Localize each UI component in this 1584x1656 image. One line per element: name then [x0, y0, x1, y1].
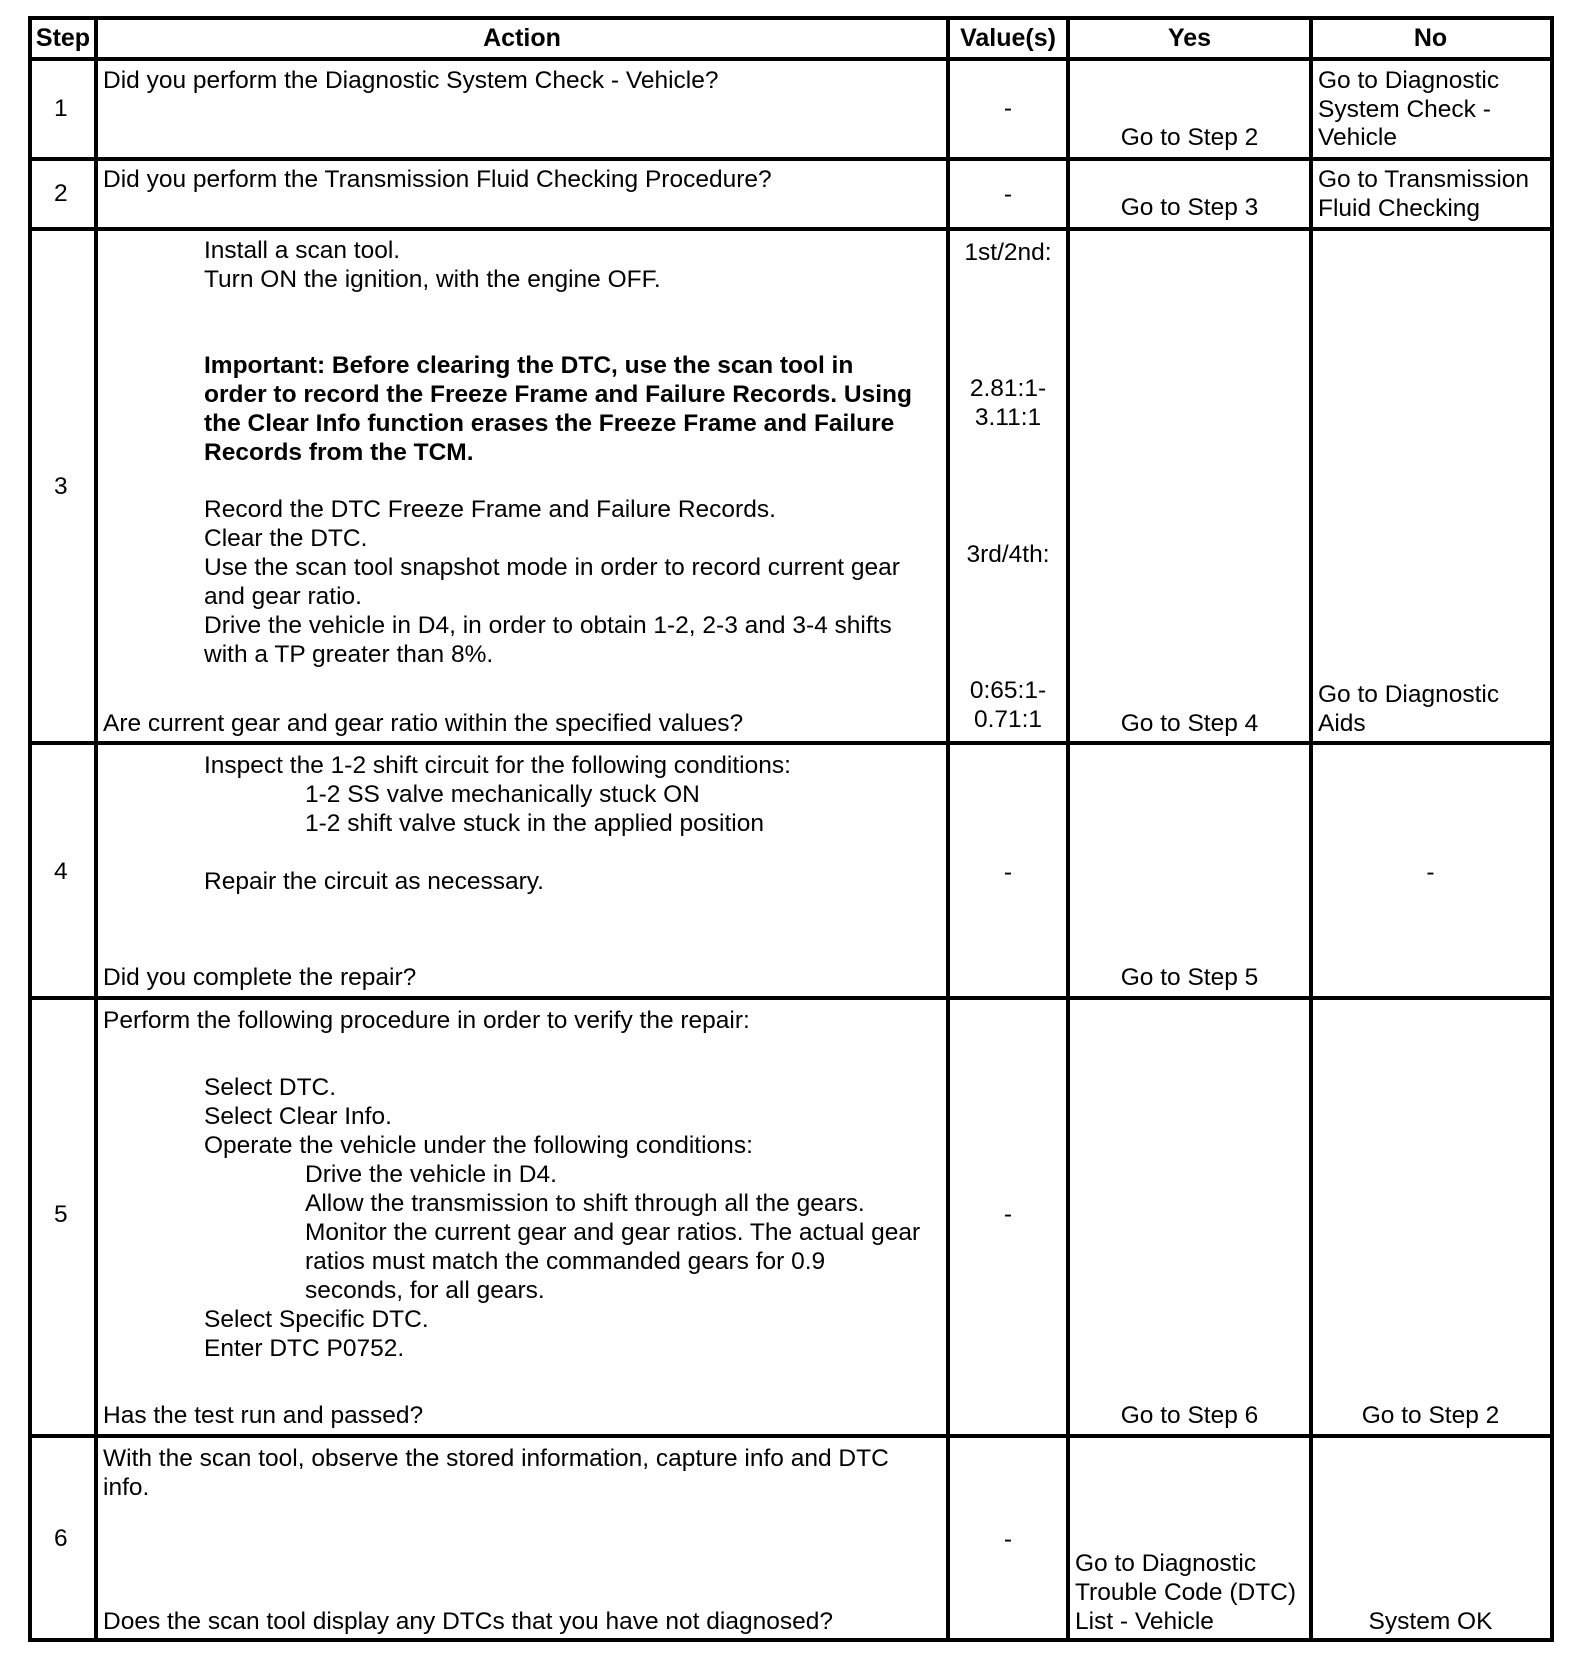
step-number: 2	[54, 180, 68, 207]
value-label: 1st/2nd:	[964, 239, 1052, 266]
action-line: Install a scan tool.	[204, 237, 401, 264]
action-line: Operate the vehicle under the following conditions:	[204, 1132, 753, 1159]
action-line: info.	[103, 1474, 150, 1501]
yes-result: Go to Step 6	[1120, 1402, 1259, 1429]
value-text: -	[1003, 859, 1013, 886]
action-question: Did you complete the repair?	[103, 964, 417, 991]
no-result: -	[1426, 859, 1435, 886]
yes-result: Go to Step 5	[1120, 964, 1259, 991]
row-border	[28, 16, 1554, 20]
important-note-line: Records from the TCM.	[204, 439, 474, 466]
header-values: Value(s)	[960, 23, 1056, 52]
action-subline: 1-2 SS valve mechanically stuck ON	[305, 781, 700, 808]
no-result: Go to Step 2	[1361, 1402, 1500, 1429]
column-border	[946, 16, 950, 1642]
row-border	[28, 741, 1554, 745]
action-subline: Drive the vehicle in D4.	[305, 1161, 557, 1188]
row-border	[28, 996, 1554, 1000]
important-note-line: the Clear Info function erases the Freeze Frame and Failure	[204, 410, 895, 437]
important-note-line: Important: Before clearing the DTC, use the scan tool in	[204, 352, 854, 379]
value-range: 2.81:1-	[969, 375, 1047, 402]
row-border	[28, 57, 1554, 61]
column-border	[28, 16, 32, 1642]
action-line: Record the DTC Freeze Frame and Failure Records.	[204, 496, 776, 523]
no-result-line: Aids	[1318, 710, 1366, 737]
yes-result: Go to Step 4	[1120, 710, 1259, 737]
row-border	[28, 1638, 1554, 1642]
value-text: -	[1003, 1526, 1013, 1553]
action-line: Select Clear Info.	[204, 1103, 392, 1130]
yes-result: Go to Step 3	[1120, 194, 1259, 221]
action-subline: Allow the transmission to shift through all the gears.	[305, 1190, 865, 1217]
yes-result: Go to Step 2	[1120, 124, 1259, 151]
no-result-line: Go to Diagnostic	[1318, 67, 1500, 94]
row-border	[28, 1434, 1554, 1438]
action-line: Use the scan tool snapshot mode in order to record current gear	[204, 554, 900, 581]
no-result-line: Fluid Checking	[1318, 195, 1481, 222]
step-number: 1	[54, 95, 68, 122]
value-text: -	[1003, 95, 1013, 122]
step-number: 5	[54, 1201, 68, 1228]
header-no: No	[1413, 23, 1448, 52]
no-result: System OK	[1368, 1608, 1493, 1635]
yes-result-line: List - Vehicle	[1075, 1608, 1214, 1635]
action-line: Enter DTC P0752.	[204, 1335, 405, 1362]
action-subline: ratios must match the commanded gears for 0.9	[305, 1248, 826, 1275]
value-range: 0:65:1-	[969, 677, 1047, 704]
no-result-line: Go to Diagnostic	[1318, 681, 1500, 708]
value-label: 3rd/4th:	[966, 541, 1050, 568]
row-border	[28, 227, 1554, 231]
action-question: Does the scan tool display any DTCs that you have not diagnosed?	[103, 1608, 833, 1635]
value-range: 0.71:1	[973, 706, 1043, 733]
action-line: Repair the circuit as necessary.	[204, 868, 544, 895]
step-number: 3	[54, 473, 68, 500]
action-line: Select DTC.	[204, 1074, 337, 1101]
column-border	[1309, 16, 1313, 1642]
yes-result-line: Trouble Code (DTC)	[1075, 1579, 1297, 1606]
action-line: Turn ON the ignition, with the engine OFF.	[204, 266, 661, 293]
action-line: Inspect the 1-2 shift circuit for the following conditions:	[204, 752, 791, 779]
action-line: Drive the vehicle in D4, in order to obtain 1-2, 2-3 and 3-4 shifts	[204, 612, 892, 639]
action-line: with a TP greater than 8%.	[204, 641, 494, 668]
column-border	[1066, 16, 1070, 1642]
no-result-line: Vehicle	[1318, 124, 1398, 151]
step-number: 4	[54, 858, 68, 885]
action-line: Clear the DTC.	[204, 525, 368, 552]
action-subline: seconds, for all gears.	[305, 1277, 545, 1304]
action-subline: Monitor the current gear and gear ratios. The actual gear	[305, 1219, 921, 1246]
action-line: Select Specific DTC.	[204, 1306, 429, 1333]
header-action: Action	[483, 23, 561, 52]
header-yes: Yes	[1167, 23, 1212, 52]
no-result-line: Go to Transmission	[1318, 166, 1530, 193]
value-text: -	[1003, 181, 1013, 208]
action-question: Are current gear and gear ratio within the specified values?	[103, 710, 744, 737]
action-line: With the scan tool, observe the stored information, capture info and DTC	[103, 1445, 889, 1472]
step-number: 6	[54, 1525, 68, 1552]
action-line: and gear ratio.	[204, 583, 362, 610]
header-step: Step	[35, 23, 91, 52]
value-text: -	[1003, 1201, 1013, 1228]
value-range: 3.11:1	[974, 404, 1042, 431]
row-border	[28, 157, 1554, 161]
action-subline: 1-2 shift valve stuck in the applied position	[305, 810, 764, 837]
action-line: Perform the following procedure in order to verify the repair:	[103, 1007, 750, 1034]
action-question: Has the test run and passed?	[103, 1402, 424, 1429]
no-result-line: System Check -	[1318, 96, 1491, 123]
column-border	[94, 16, 98, 1642]
yes-result-line: Go to Diagnostic	[1075, 1550, 1257, 1577]
action-question: Did you perform the Diagnostic System Check - Vehicle?	[103, 67, 719, 94]
action-question: Did you perform the Transmission Fluid Checking Procedure?	[103, 166, 772, 193]
important-note-line: order to record the Freeze Frame and Failure Records. Using	[204, 381, 912, 408]
column-border	[1550, 16, 1554, 1642]
